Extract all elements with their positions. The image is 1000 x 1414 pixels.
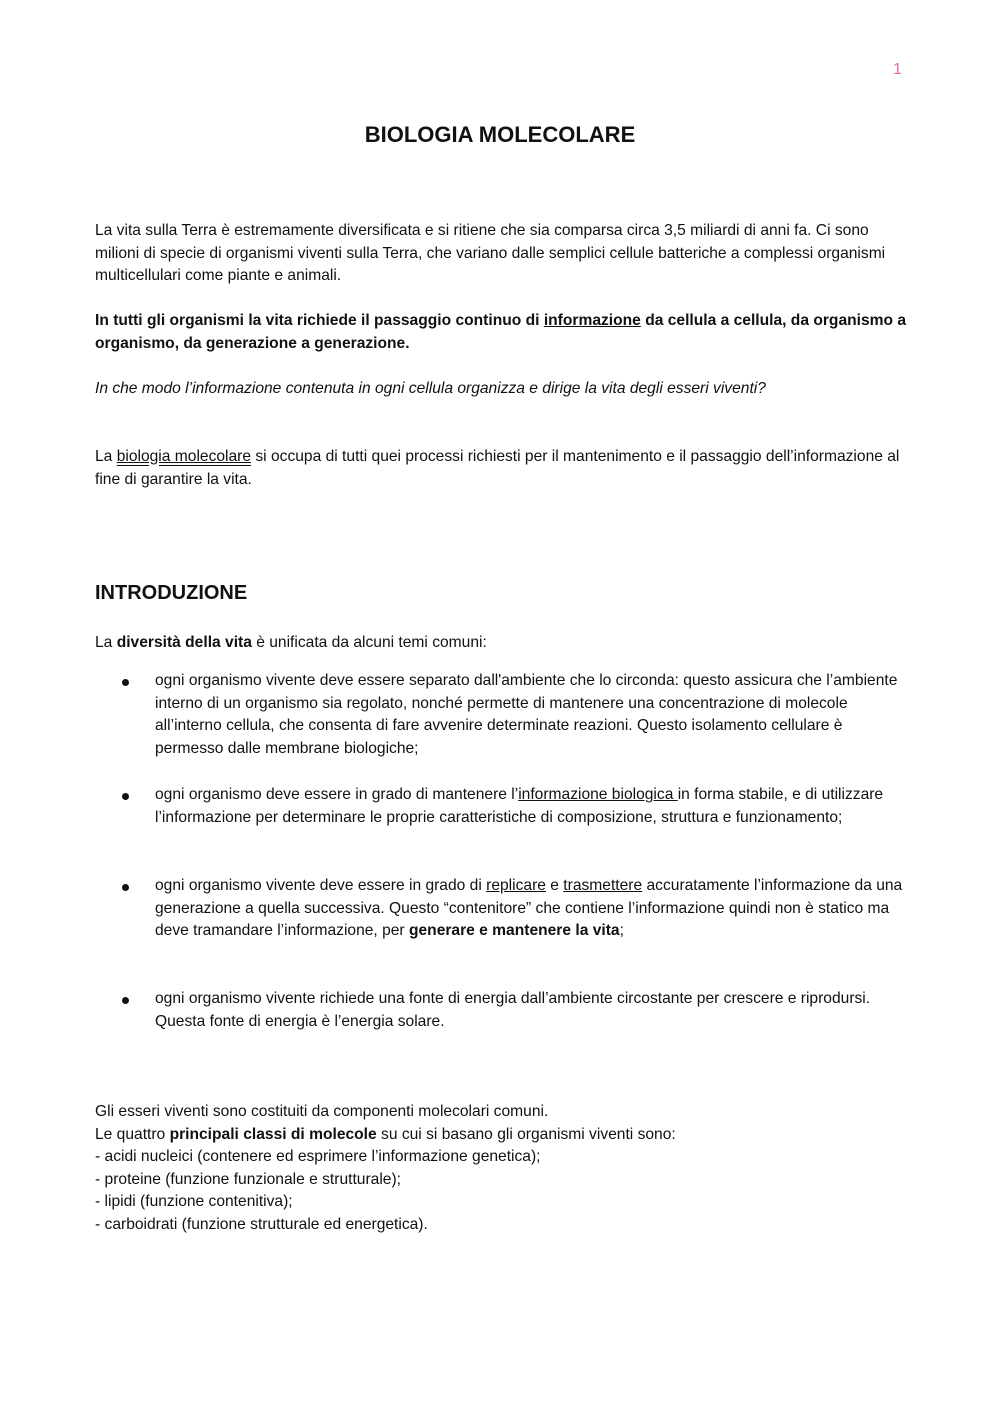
molecule-item: - proteine (funzione funzionale e strutturale);: [95, 1170, 401, 1188]
list-item-text: [155, 875, 907, 943]
list-item-text: ogni organismo vivente richiede una fonte di energia dall’ambiente circostante per crescere e riprodursi. Questa fonte di energia è l’energia solare.: [155, 990, 871, 1030]
molecules-text: su cui si basano gli organismi viventi sono:: [376, 1125, 676, 1143]
list-item-text: [155, 784, 907, 829]
molecules-text: Le quattro: [95, 1125, 170, 1143]
section-intro-text: La: [95, 634, 117, 651]
key-statement-paragraph: [95, 310, 907, 355]
molecules-classes-line: [95, 1124, 907, 1147]
bullet-icon: [122, 997, 129, 1004]
molecules-section: [95, 1101, 907, 1237]
molecule-item: - lipidi (funzione contenitiva);: [95, 1193, 293, 1211]
diversity-term: diversità della vita: [116, 634, 252, 651]
key-statement-text: In tutti gli organismi la vita richiede il passaggio continuo di: [95, 312, 544, 329]
molecular-biology-term: biologia molecolare: [116, 448, 252, 465]
document-title: BIOLOGIA MOLECOLARE: [364, 122, 636, 147]
list-item-text-part: accuratamente l’informazione da una generazione a quella successiva. Questo “contenitore” che contiene l’informazione quindi non è statico ma deve tramandare l’informazione, per: [155, 877, 903, 940]
information-term: informazione: [543, 312, 641, 329]
bullet-icon: [122, 793, 129, 800]
list-item-text-part: ogni organismo deve essere in grado di mantenere l’: [155, 786, 519, 803]
definition-text: La: [95, 448, 117, 465]
molecules-intro: Gli esseri viventi sono costituiti da componenti molecolari comuni.: [95, 1103, 549, 1120]
intro-paragraph: La vita sulla Terra è estremamente diversificata e si ritiene che sia comparsa circa 3,5 miliardi di anni fa. Ci sono milioni di specie di organismi viventi sulla Terra, che variano dalle semplici cellule batteriche a complessi organismi multicellulari come piante e animali.: [95, 222, 886, 285]
page-number: 1: [893, 61, 902, 78]
list-item-text: ogni organismo vivente deve essere separato dall'ambiente che lo circonda: questo assicura che l’ambiente interno di un organismo sia regolato, nonché permette di mantenere una concentrazione di molecole all’interno cellula, che consenta di fare avvenire determinate reazioni. Questo isolamento cellulare è permesso dalle membrane biologiche;: [155, 672, 898, 757]
bullet-icon: [122, 884, 129, 891]
molecule-item: - carboidrati (funzione strutturale ed energetica).: [95, 1215, 428, 1233]
key-statement-text-end: da cellula a cellula, da organismo a organismo, da generazione a generazione.: [95, 312, 907, 352]
definition-paragraph: [95, 446, 907, 491]
molecule-item: - acidi nucleici (contenere ed esprimere l’informazione genetica);: [95, 1148, 541, 1166]
molecule-classes-term: principali classi di molecole: [169, 1125, 377, 1143]
bullet-icon: [122, 679, 129, 686]
section-title: INTRODUZIONE: [95, 582, 248, 604]
list-item-text-part: e: [545, 877, 564, 894]
list-item-text-part: ;: [619, 922, 624, 940]
generate-life-term: generare e mantenere la vita: [408, 922, 620, 940]
section-intro: [95, 632, 907, 655]
replicate-term: replicare: [486, 877, 546, 894]
definition-text-end: si occupa di tutti quei processi richiesti per il mantenimento e il passaggio dell’informazione al fine di garantire la vita.: [95, 448, 900, 488]
list-item-text-part: ogni organismo vivente deve essere in grado di: [155, 877, 487, 894]
transmit-term: trasmettere: [563, 877, 643, 894]
biological-information-term: informazione biologica: [518, 786, 678, 803]
list-item-text-part: in forma stabile, e di utilizzare l’informazione per determinare le proprie caratteristiche di composizione, struttura e funzionamento;: [155, 786, 884, 826]
guiding-question: In che modo l’informazione contenuta in ogni cellula organizza e dirige la vita degli esseri viventi?: [95, 380, 766, 397]
section-intro-text-end: è unificata da alcuni temi comuni:: [251, 634, 487, 651]
